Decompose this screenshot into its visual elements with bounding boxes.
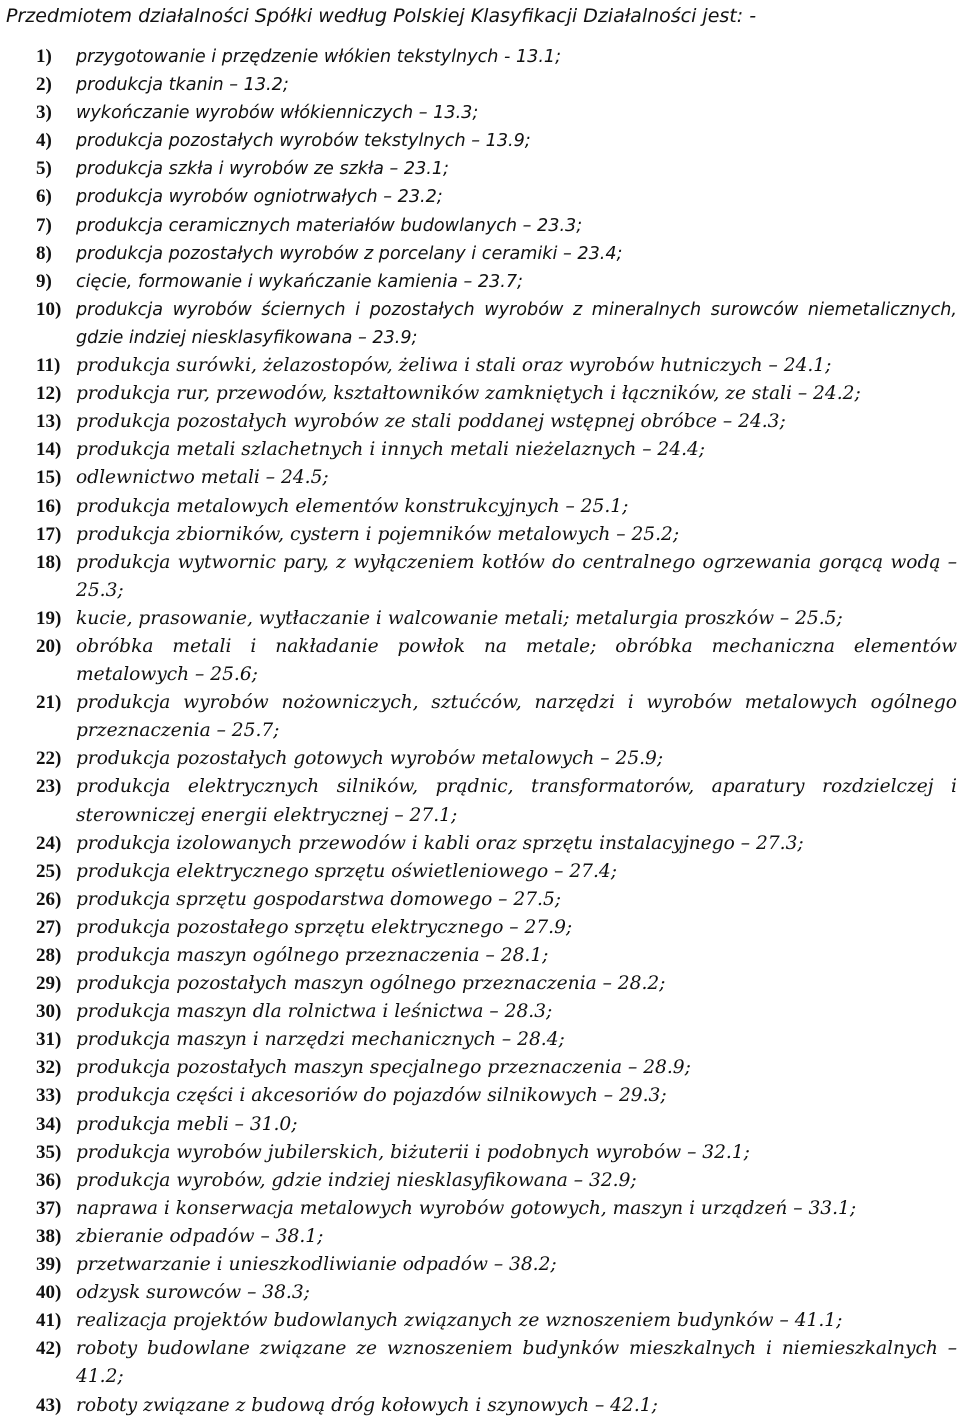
list-item-text: roboty budowlane związane ze wznoszeniem budynków mieszkalnych i niemieszkalnych – 41.2; [76,1338,957,1388]
list-item-number: 42) [36,1338,62,1360]
list-item-text: produkcja pozostałych wyrobów ze stali poddanej wstępnej obróbce – 24.3; [76,411,786,433]
list-item [0,998,960,1026]
list-item-text: realizacja projektów budowlanych związanych ze wznoszeniem budynków – 41.1; [76,1310,843,1332]
list-item [0,1223,960,1251]
list-item [0,436,960,464]
list-item-number: 33) [36,1085,62,1107]
list-item-text: produkcja maszyn dla rolnictwa i leśnictwa – 28.3; [76,1001,553,1023]
list-item [0,296,960,352]
list-item-text: kucie, prasowanie, wytłaczanie i walcowanie metali; metalurgia proszków – 25.5; [76,607,843,629]
list-item-number: 38) [36,1225,62,1247]
list-item-number: 12) [36,383,62,405]
list-item [0,942,960,970]
list-item [0,633,960,689]
list-item-number: 3) [36,102,52,124]
list-item-number: 30) [36,1001,62,1023]
list-item-text: produkcja maszyn i narzędzi mechanicznych – 28.4; [76,1029,565,1051]
list-item-number: 4) [36,130,52,152]
list-item [0,521,960,549]
list-item-number: 10) [36,298,62,320]
list-item [0,1026,960,1054]
list-item-number: 29) [36,973,62,995]
list-item-number: 28) [36,945,62,966]
list-item-text: produkcja wytwornic pary, z wyłączeniem kotłów do centralnego ogrzewania gorącą wodą – 25.3; [76,551,957,601]
list-item [0,1111,960,1139]
list-item [0,1054,960,1082]
list-item [0,493,960,521]
list-item [0,886,960,914]
list-item-text: przygotowanie i przędzenie włókien tekstylnych - 13.1; [76,47,562,67]
list-item [0,1082,960,1110]
list-item [0,155,960,183]
list-item-text: produkcja pozostałego sprzętu elektrycznego – 27.9; [76,916,573,938]
list-item-text: produkcja wyrobów ogniotrwałych – 23.2; [76,187,443,208]
list-item-number: 39) [36,1254,62,1276]
list-item-number: 31) [36,1029,62,1051]
list-item-number: 11) [36,355,61,377]
list-item-text: produkcja metali szlachetnych i innych metali nieżelaznych – 24.4; [76,439,706,461]
list-item [0,408,960,436]
list-item [0,1167,960,1195]
list-item [0,1195,960,1223]
list-item [0,549,960,605]
activity-list [0,43,960,1420]
list-item [0,773,960,829]
list-item-text: produkcja ceramicznych materiałów budowlanych – 23.3; [76,215,583,236]
list-item-text: zbieranie odpadów – 38.1; [76,1225,324,1247]
list-item-text: produkcja wyrobów ściernych i pozostałych wyrobów z mineralnych surowców niemetalicznych, gdzie indziej niesklasyfikowana – 23.9; [76,299,957,348]
list-item-number: 32) [36,1057,62,1079]
list-item-text: produkcja wyrobów jubilerskich, biżuterii i podobnych wyrobów – 32.1; [76,1141,750,1163]
list-item-text: produkcja części i akcesoriów do pojazdów silnikowych – 29.3; [76,1085,667,1107]
list-item-number: 37) [36,1197,62,1219]
list-item-number: 40) [36,1282,62,1304]
list-item-number: 34) [36,1113,62,1135]
list-item-text: odlewnictwo metali – 24.5; [76,467,329,489]
list-item [0,1139,960,1167]
list-item-number: 35) [36,1141,62,1163]
list-item-number: 19) [36,607,62,629]
list-item-text: produkcja sprzętu gospodarstwa domowego – 27.5; [76,888,562,910]
list-item [0,71,960,99]
list-item-text: produkcja surówki, żelazostopów, żeliwa i stali oraz wyrobów hutniczych – 24.1; [76,355,832,377]
list-item [0,830,960,858]
list-item-text: produkcja wyrobów nożowniczych, sztućców, narzędzi i wyrobów metalowych ogólnego przeznaczenia – 25.7; [76,692,957,742]
list-item [0,1335,960,1391]
list-item-number: 1) [36,46,52,67]
list-item-number: 25) [36,860,62,882]
list-item-number: 23) [36,776,62,798]
list-item [0,858,960,886]
list-item-text: produkcja pozostałych gotowych wyrobów metalowych – 25.9; [76,748,664,770]
list-item-number: 15) [36,467,62,489]
list-item-number: 6) [36,186,52,208]
list-item [0,745,960,773]
list-item-text: roboty związane z budową dróg kołowych i szynowych – 42.1; [76,1394,658,1416]
list-item-number: 14) [36,439,62,461]
list-item-number: 22) [36,748,62,770]
list-item-text: produkcja zbiorników, cystern i pojemników metalowych – 25.2; [76,523,680,545]
list-item [0,1392,960,1420]
list-item-text: produkcja izolowanych przewodów i kabli oraz sprzętu instalacyjnego – 27.3; [76,832,804,854]
list-item-text: obróbka metali i nakładanie powłok na metale; obróbka mechaniczna elementów metalowych – 25.6; [76,635,957,686]
list-item-number: 36) [36,1169,62,1191]
list-item [0,970,960,998]
list-item-text: naprawa i konserwacja metalowych wyrobów gotowych, maszyn i urządzeń – 33.1; [76,1197,857,1219]
list-item-text: produkcja rur, przewodów, kształtowników zamkniętych i łączników, ze stali – 24.2; [76,383,861,405]
list-item [0,43,960,71]
list-item-number: 16) [36,495,62,517]
list-item-number: 20) [36,635,62,657]
list-item [0,380,960,408]
list-item [0,1251,960,1279]
list-item-text: produkcja mebli – 31.0; [76,1113,298,1135]
list-item [0,183,960,211]
list-item-text: produkcja pozostałych wyrobów z porcelany i ceramiki – 23.4; [76,243,623,264]
list-item [0,914,960,942]
list-item-number: 24) [36,832,62,854]
list-item-number: 41) [36,1310,62,1332]
list-item-number: 26) [36,888,62,910]
list-item-number: 2) [36,74,52,96]
list-item-number: 27) [36,916,62,938]
list-item-text: produkcja pozostałych wyrobów tekstylnych – 13.9; [76,131,531,152]
list-item-text: produkcja szkła i wyrobów ze szkła – 23.1; [76,159,449,180]
list-item-text: produkcja elektrycznych silników, prądnic, transformatorów, aparatury rozdzielczej i sterowniczej energii elektrycznej – 27.1; [76,776,957,826]
list-item-text: produkcja pozostałych maszyn ogólnego przeznaczenia – 28.2; [76,973,666,995]
list-item-number: 5) [36,158,52,180]
list-item-text: produkcja pozostałych maszyn specjalnego przeznaczenia – 28.9; [76,1057,691,1079]
list-item [0,1307,960,1335]
list-item-number: 8) [36,242,52,264]
list-item-number: 13) [36,411,62,433]
document-heading: Przedmiotem działalności Spółki według Polskiej Klasyfikacji Działalności jest: - [6,5,757,27]
list-item [0,268,960,296]
list-item-number: 17) [36,523,62,545]
list-item [0,99,960,127]
list-item-text: produkcja metalowych elementów konstrukcyjnych – 25.1; [76,495,629,517]
list-item-number: 9) [36,270,52,292]
list-item-text: przetwarzanie i unieszkodliwianie odpadów – 38.2; [76,1254,557,1276]
list-item [0,212,960,240]
list-item-text: wykończanie wyrobów włókienniczych – 13.3; [76,103,479,124]
list-item-text: odzysk surowców – 38.3; [76,1282,310,1304]
list-item-text: produkcja wyrobów, gdzie indziej niesklasyfikowana – 32.9; [76,1169,637,1191]
list-item [0,240,960,268]
list-item [0,352,960,380]
list-item-text: cięcie, formowanie i wykańczanie kamienia – 23.7; [76,271,523,292]
list-item [0,464,960,492]
list-item [0,605,960,633]
list-item-number: 21) [36,692,62,714]
list-item [0,1279,960,1307]
list-item-text: produkcja elektrycznego sprzętu oświetleniowego – 27.4; [76,860,618,882]
list-item [0,127,960,155]
list-item [0,689,960,745]
list-item-number: 43) [36,1394,62,1416]
list-item-text: produkcja tkanin – 13.2; [76,75,289,96]
list-item-number: 18) [36,551,62,573]
list-item-number: 7) [36,214,52,236]
list-item-text: produkcja maszyn ogólnego przeznaczenia – 28.1; [76,945,549,966]
